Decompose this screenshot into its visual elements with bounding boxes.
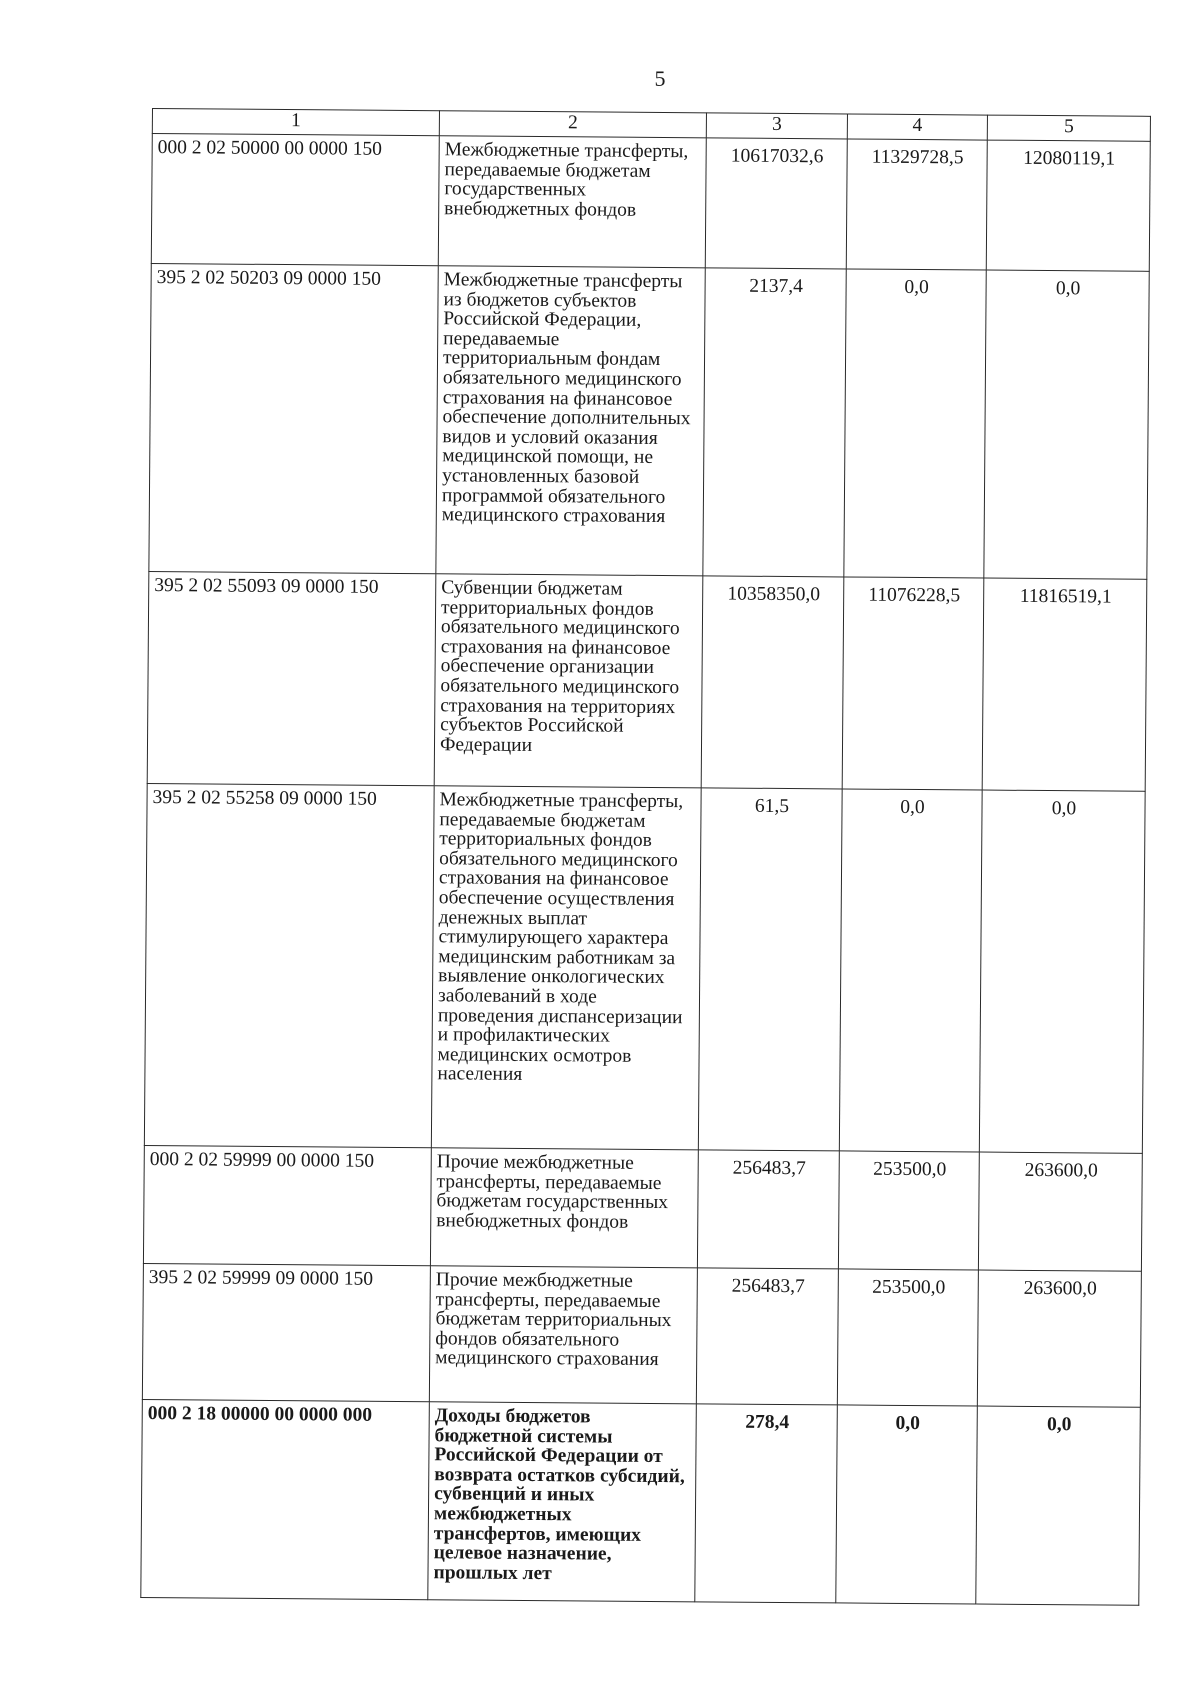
value-cell: 263600,0 (977, 1270, 1141, 1407)
value-cell: 0,0 (984, 270, 1149, 579)
table-row (143, 1145, 1142, 1271)
value-cell: 0,0 (844, 269, 986, 578)
budget-table (140, 108, 1151, 1606)
budget-code: 395 2 02 50203 09 0000 150 (149, 263, 438, 573)
value-cell: 11329728,5 (846, 139, 987, 270)
income-name: Субвенции бюджетам территориальных фондов обязательного медицинского страхования на финансовое обеспечение организации обязательного медицинского страхования на территориях субъектов Российской Федерации (434, 574, 703, 788)
value-cell: 0,0 (839, 789, 982, 1152)
value-cell: 263600,0 (978, 1152, 1142, 1271)
budget-code: 395 2 02 59999 09 0000 150 (142, 1263, 430, 1401)
income-name: Прочие межбюджетные трансферты, передаваемые бюджетам территориальных фондов обязательного медицинского страхования (429, 1266, 697, 1404)
column-header: 4 (847, 114, 987, 140)
column-header: 5 (987, 115, 1150, 141)
value-cell: 256483,7 (697, 1150, 839, 1269)
column-header: 2 (439, 111, 706, 138)
table-row (144, 783, 1145, 1153)
value-cell: 10358350,0 (701, 576, 844, 789)
value-cell: 2137,4 (703, 268, 846, 577)
value-cell: 253500,0 (837, 1269, 978, 1406)
income-name: Межбюджетные трансферты, передаваемые бюджетам государственных внебюджетных фондов (438, 136, 706, 268)
value-cell: 11816519,1 (982, 578, 1147, 791)
income-name: Доходы бюджетов бюджетной системы Российской Федерации от возврата остатков субсидий, субвенций и иных межбюджетных трансфертов, имеющих целевое назначение, прошлых лет (428, 1402, 697, 1602)
table-row (141, 1399, 1141, 1605)
value-cell: 0,0 (979, 790, 1145, 1153)
value-cell: 278,4 (695, 1404, 838, 1603)
value-cell: 0,0 (976, 1406, 1141, 1605)
budget-code: 395 2 02 55093 09 0000 150 (147, 571, 436, 785)
value-cell: 256483,7 (696, 1268, 838, 1405)
column-header: 3 (706, 113, 847, 139)
value-cell: 10617032,6 (705, 138, 847, 269)
budget-code: 000 2 02 59999 00 0000 150 (143, 1145, 431, 1265)
column-header: 1 (152, 109, 439, 136)
value-cell: 0,0 (836, 1405, 978, 1604)
table-row (147, 571, 1147, 791)
income-name: Межбюджетные трансферты из бюджетов субъектов Российской Федерации, передаваемые территориальным фондам обязательного медицинского страхования на финансовое обеспечение дополнительных видов и условий оказания медицинской помощи, не установленных базовой программой обязательного медицинского страхования (436, 266, 705, 576)
budget-code: 395 2 02 55258 09 0000 150 (144, 783, 434, 1147)
value-cell: 12080119,1 (986, 140, 1150, 271)
table-row (142, 1263, 1141, 1407)
income-name: Межбюджетные трансферты, передаваемые бюджетам территориальных фондов обязательного медицинского страхования на финансовое обеспечение осуществления денежных выплат стимулирующего характера медицинским работникам за выявление онкологических заболеваний в ходе проведения диспансеризации и профилактических медицинских осмотров населения (431, 786, 701, 1150)
budget-code: 000 2 02 50000 00 0000 150 (151, 134, 439, 266)
table-row (149, 263, 1149, 579)
budget-code: 000 2 18 00000 00 0000 000 (141, 1399, 430, 1599)
page-number: 5 (654, 66, 666, 91)
value-cell: 61,5 (698, 788, 842, 1151)
table-row (151, 134, 1150, 272)
income-name: Прочие межбюджетные трансферты, передаваемые бюджетам государственных внебюджетных фондов (430, 1148, 698, 1268)
value-cell: 253500,0 (838, 1151, 979, 1270)
value-cell: 11076228,5 (842, 577, 984, 790)
